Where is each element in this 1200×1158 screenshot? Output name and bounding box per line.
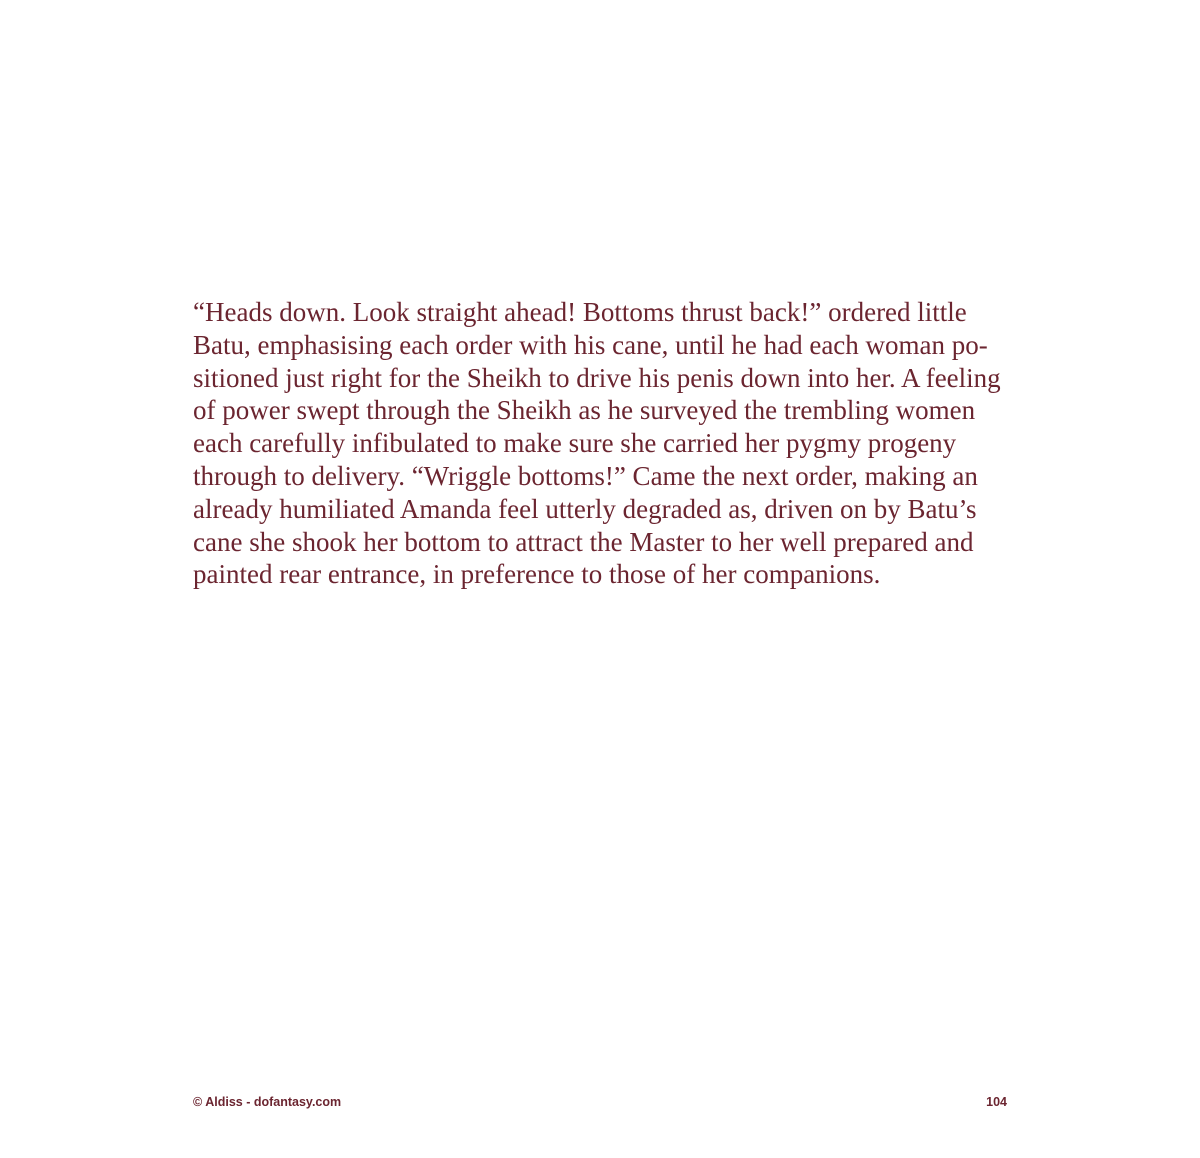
- page-number: 104: [986, 1095, 1007, 1109]
- paragraph-line: already humiliated Amanda feel utterly degraded as, driven on by Batu’s: [193, 493, 977, 524]
- paragraph-line: cane she shook her bottom to attract the Master to her well prepared and: [193, 526, 974, 557]
- paragraph-line: through to delivery. “Wriggle bottoms!” Came the next order, making an: [193, 460, 978, 491]
- body-paragraph: [193, 296, 1023, 591]
- paragraph-line: each carefully infibulated to make sure she carried her pygmy progeny: [193, 428, 957, 459]
- footer-copyright: © Aldiss - dofantasy.com: [193, 1095, 342, 1109]
- paragraph-line: sitioned just right for the Sheikh to drive his penis down into her. A feeling: [193, 362, 1001, 393]
- paragraph-line: “Heads down. Look straight ahead! Bottoms thrust back!” ordered little: [193, 297, 967, 327]
- paragraph-line: of power swept through the Sheikh as he surveyed the trembling women: [193, 395, 976, 426]
- paragraph-line: Batu, emphasising each order with his cane, until he had each woman po-: [193, 329, 988, 360]
- paragraph-line: painted rear entrance, in preference to those of her companions.: [193, 559, 881, 590]
